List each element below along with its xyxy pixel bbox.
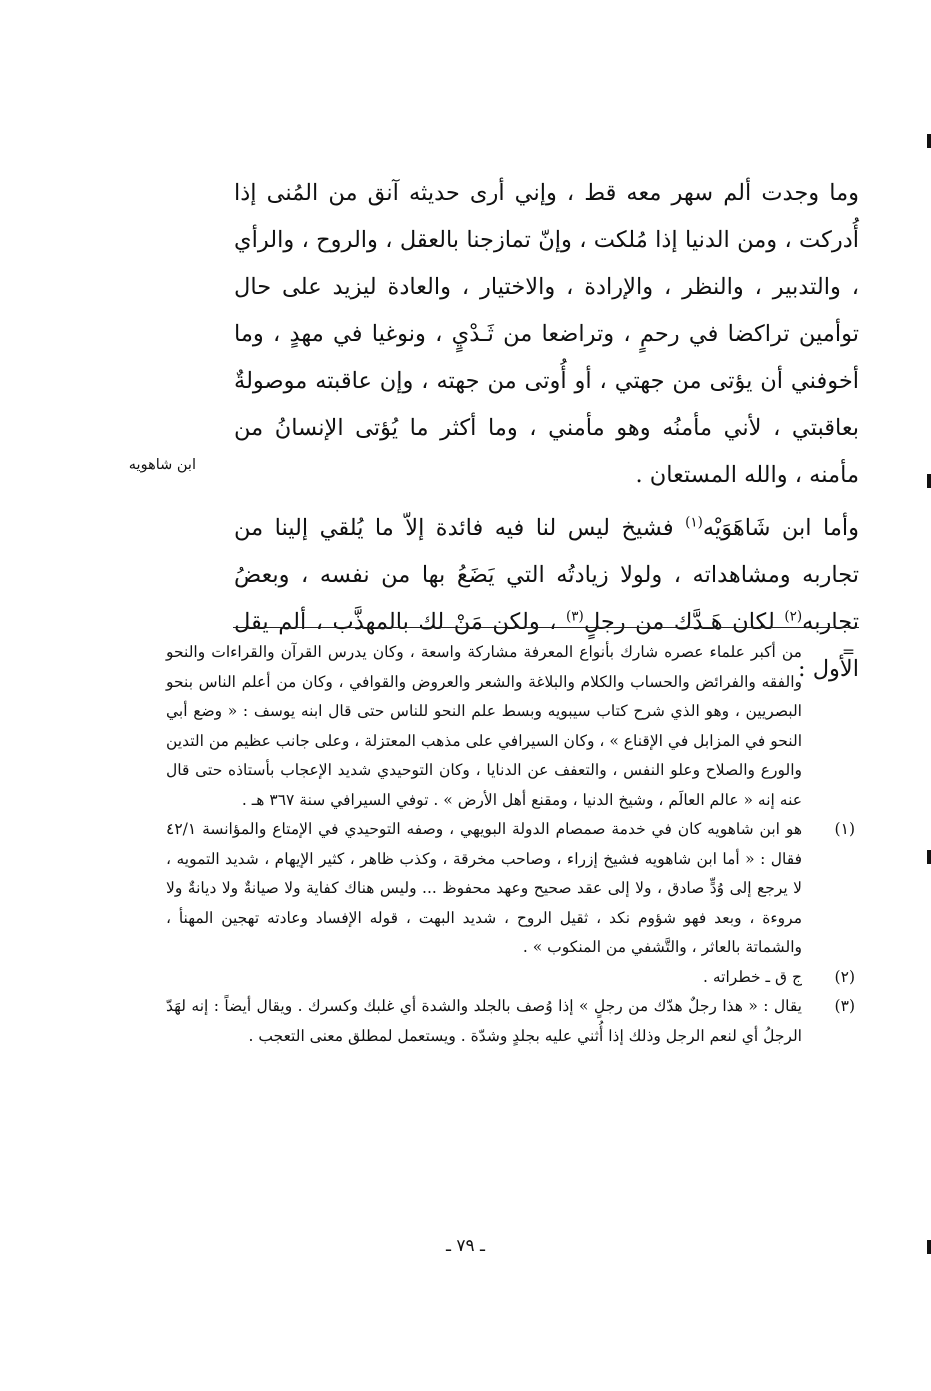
footnote-ref-1[interactable]: (١) bbox=[685, 514, 703, 531]
footnote-mark: (٣) bbox=[834, 997, 855, 1015]
paragraph-2-part-4: ، ولكن مَنْ لك بالمهذَّب ، ألم يقل الأول : bbox=[234, 609, 859, 682]
main-text bbox=[234, 170, 859, 693]
edge-mark-top bbox=[927, 134, 931, 148]
footnote-2 bbox=[164, 963, 859, 993]
footnote-text: من أكبر علماء عصره شارك بأنواع المعرفة مشاركة واسعة ، وكان يدرس القرآن والقراءات والنحو والفقه والفرائض والحساب والكلام والبلاغة والشعر والعروض والقوافي ، وكان من أعلم الناس بنحو البصريين ، وهو الذي شرح كتاب سيبويه وبسط علم النحو للناس حتى قال ابنه يوسف : « وضع أبي النحو في المزابل في الإقناع » ، وكان السيرافي على مذهب المعتزلة ، وعلى جانب عظيم من التدين والورع والصلاح وعلو النفس ، والتعفف عن الدنايا ، وكان التوحيدي شديد الإعجاب بأستاذه حتى قال عنه إنه « عالم العالَم ، وشيخ الدنيا ، ومقنع أهل الأرض » . توفي السيرافي سنة ٣٦٧ هـ . bbox=[166, 643, 802, 809]
footnote-ref-3[interactable]: (٣) bbox=[566, 608, 584, 625]
footnote-mark: (٢) bbox=[834, 967, 855, 986]
edge-mark-middle bbox=[927, 474, 931, 488]
footnote-text: ج ق ـ خطراته . bbox=[703, 967, 802, 986]
footnote-separator bbox=[233, 627, 859, 628]
footnote-ref-2[interactable]: (٢) bbox=[784, 608, 803, 625]
page-number: ـ ٧٩ ـ bbox=[445, 1236, 486, 1256]
footnote-text: يقال : « هذا رجلٌ هدّك من رجلٍ » إذا وُصف بالجلد والشدة أي غلبك وكسرك . ويقال أيضاً : إنه لهَدّ الرجلُ أي لنعم الرجل وذلك إذا أُثني عليه بجلدٍ وشدّة . ويستعمل لمطلق معنى التعجب . bbox=[166, 997, 802, 1045]
paragraph-2-part-3: لكان هَـدَّك من رجلٍ bbox=[583, 609, 785, 635]
footnote-3 bbox=[164, 992, 859, 1051]
footnote-text: هو ابن شاهويه كان في خدمة صمصام الدولة البويهي ، وصفه التوحيدي في الإمتاع والمؤانسة ٤٢/١ فقال : « أما ابن شاهويه فشيخ إزراء ، وصاحب مخرقة ، وكذب ظاهر ، كثير الإيهام ، شديد التمويه ، لا يرجع إلى وُدٍّ صادق ، ولا إلى عقد صحيح وعهد محفوظ ... وليس هناك كفاية ولا صيانةٌ ولا ديانةٌ ولا مروءة ، وبعد فهو شؤوم نكد ، ثقيل الروح ، شديد البهت ، قوله الإفساد وعادته تهجين المهنأ ، والشماتة بالعاثر ، والتَّشفي من المنكوب » . bbox=[166, 820, 802, 956]
paragraph-2-part-1: وأما ابن شَاهَوَيْه bbox=[702, 515, 859, 541]
footnote-continuation bbox=[164, 638, 859, 815]
footnote-mark: = bbox=[842, 643, 855, 661]
paragraph-1: وما وجدت ألم سهر معه قط ، وإني أرى حديثه آنق من المُنى إذا أُدركت ، ومن الدنيا إذا مُلكت ، وإنّ تمازجنا بالعقل ، والروح ، والرأي ، والتدبير ، والنظر ، والإرادة ، والاختيار ، والعادة ليزيد على حال توأمين تراكضا في رحمٍ ، وتراضعا من ثَـدْيٍ ، ونوغيا في مهدٍ ، وما أخوفني أن يؤتى من جهتي ، أو أُوتى من جهته ، وإن عاقبته موصولةٌ بعاقبتي ، لأني مأمنُه وهو مأمني ، وما أكثر ما يُؤتى الإنسانُ من مأمنه ، والله المستعان . bbox=[234, 180, 859, 488]
paragraph-2-part-2: فشيخ ليس لنا فيه فائدة إلاّ ما يُلقي إلينا من تجاربه ومشاهداته ، ولولا زيادتُه التي يَضَعُ بها من نفسه ، وبعضُ تجاربه bbox=[234, 515, 860, 635]
footnotes bbox=[164, 638, 859, 1051]
edge-mark-lower bbox=[927, 850, 931, 864]
footnote-1 bbox=[164, 815, 859, 963]
marginal-note: ابن شاهويه bbox=[128, 457, 196, 473]
footnote-mark: (١) bbox=[834, 820, 855, 838]
